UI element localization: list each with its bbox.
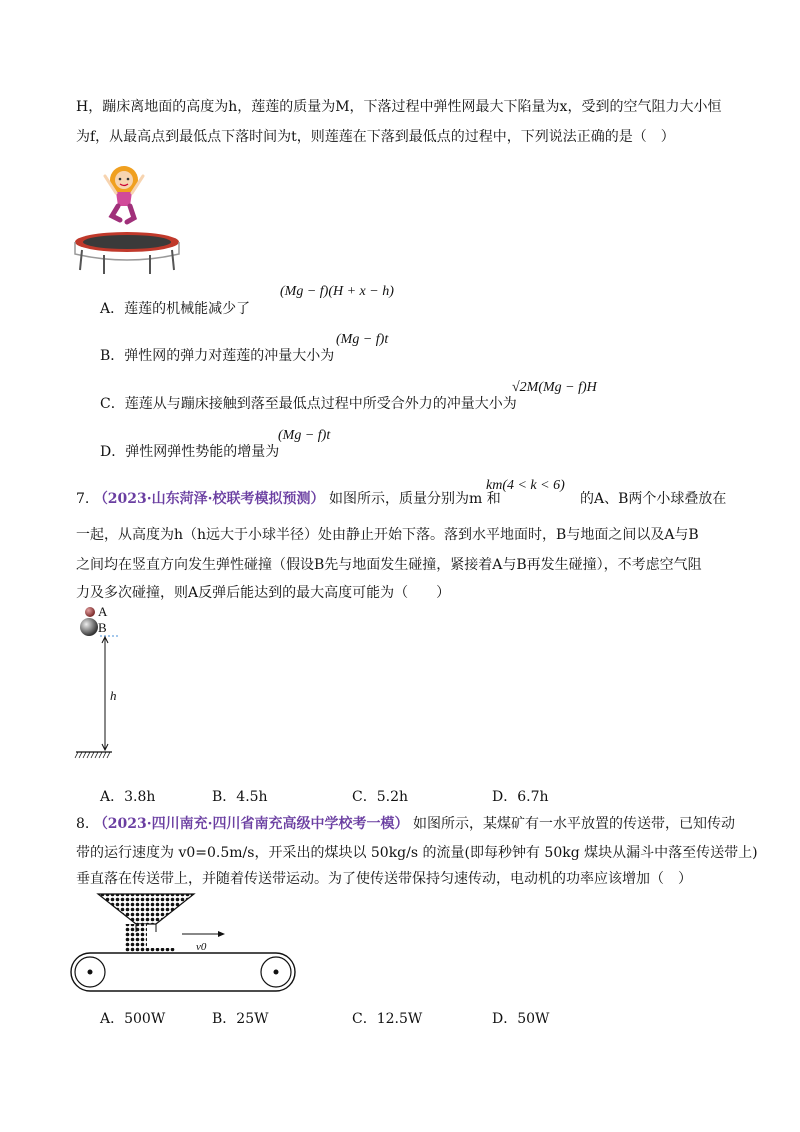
- trampoline: [75, 232, 179, 274]
- q8-line1: 8. （2023·四川南充·四川省南充高级中学校考一模） 如图所示，某煤矿有一水平放置的传送带，已知传动: [76, 816, 735, 832]
- q8-line2: 带的运行速度为 v0=0.5m/s，开采出的煤块以 50kg/s 的流量(即每秒钟有 50kg 煤块从漏斗中落至传送带上): [76, 845, 758, 861]
- q7-ball-drop-figure: [72, 602, 152, 762]
- q7-option-c: C．5.2h: [352, 789, 408, 805]
- q8-conveyor-figure: [70, 892, 298, 996]
- hopper: [98, 894, 194, 924]
- q8-source: （2023·四川南充·四川省南充高级中学校考一模）: [93, 816, 409, 832]
- q6-option-b-math: (Mg − f)t: [336, 332, 389, 347]
- q7-option-a: A．3.8h: [100, 789, 156, 805]
- ball-b: [80, 618, 98, 636]
- q7-line3: 之间均在竖直方向发生弹性碰撞（假设B先与地面发生碰撞，紧接着A与B再发生碰撞），不考虑空气阻: [76, 557, 702, 573]
- q7-option-d: D．6.7h: [492, 789, 549, 805]
- q6-option-d: D．弹性网弹性势能的增量为: [100, 444, 280, 460]
- ground-hatching: [75, 752, 110, 758]
- q6-option-a-math: (Mg − f)(H + x − h): [280, 284, 394, 299]
- q8-number: 8.: [76, 816, 90, 832]
- q7-line1: 7. （2023·山东菏泽·校联考模拟预测） 如图所示，质量分别为m 和: [76, 491, 501, 507]
- q8-option-d: D．50W: [492, 1011, 550, 1027]
- q7-number: 7.: [76, 491, 90, 507]
- q8-option-c: C．12.5W: [352, 1011, 423, 1027]
- label-a: A: [98, 604, 108, 619]
- q8-line3: 垂直落在传送带上，并随着传送带运动。为了使传送带保持匀速传动，电动机的功率应该增加（ ）: [76, 871, 692, 887]
- q7-mass-ratio-math: km(4 < k < 6): [486, 478, 565, 493]
- coal-on-belt: [125, 948, 175, 953]
- q6-option-a: A．莲莲的机械能减少了: [100, 301, 251, 317]
- label-h: h: [110, 688, 117, 703]
- velocity-label: v0: [196, 941, 207, 953]
- q8-option-b: B．25W: [212, 1011, 269, 1027]
- ball-a: [85, 607, 95, 617]
- q8-option-a: A．500W: [100, 1011, 166, 1027]
- label-b: B: [98, 620, 107, 635]
- q7-source: （2023·山东菏泽·校联考模拟预测）: [93, 491, 325, 507]
- q7-line4: 力及多次碰撞，则A反弹后能达到的最大高度可能为（ ）: [76, 585, 451, 601]
- q7-line2: 一起，从高度为h（h远大于小球半径）处由静止开始下落。落到水平地面时，B与地面之间以及A与B: [76, 527, 699, 543]
- q6-stem-line1: H，蹦床离地面的高度为h，莲莲的质量为M，下落过程中弹性网最大下陷量为x，受到的空气阻力大小恒: [76, 99, 722, 115]
- trampoline-girl-illustration: [72, 158, 182, 276]
- q6-option-d-math: (Mg − f)t: [278, 428, 331, 443]
- q6-stem-line2: 为f，从最高点到最低点下落时间为t，则莲莲在下落到最低点的过程中，下列说法正确的是（ ）: [76, 129, 675, 145]
- q7-option-b: B．4.5h: [212, 789, 268, 805]
- q6-option-b: B．弹性网的弹力对莲莲的冲量大小为: [100, 348, 335, 364]
- girl-figure: [105, 166, 143, 222]
- q7-line1-end: 的A、B两个小球叠放在: [580, 491, 727, 507]
- q6-option-c-math: √2M(Mg − f)H: [512, 380, 597, 395]
- q6-option-c: C．莲莲从与蹦床接触到落至最低点过程中所受合外力的冲量大小为: [100, 396, 517, 412]
